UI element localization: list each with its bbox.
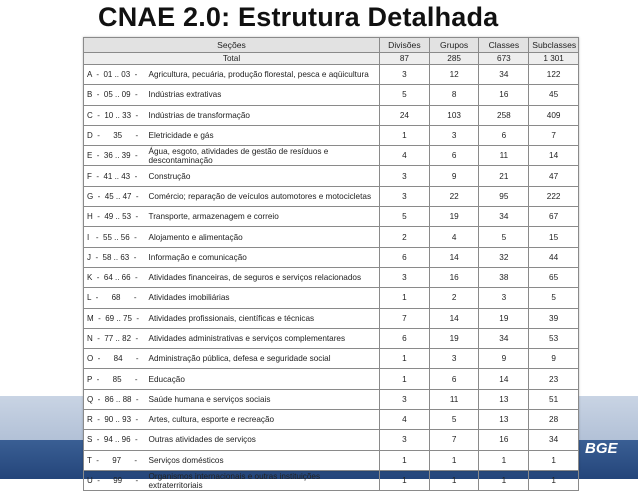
header-divisoes: Divisões <box>380 38 430 53</box>
section-description: Atividades administrativas e serviços complementares <box>146 328 380 348</box>
slide-title: CNAE 2.0: Estrutura Detalhada <box>98 2 499 32</box>
classes-count: 1 <box>479 450 529 470</box>
classes-count: 34 <box>479 207 529 227</box>
table-row <box>84 328 579 348</box>
total-classes: 673 <box>479 53 529 65</box>
header-secoes: Seções <box>84 38 380 53</box>
subclasses-count: 15 <box>529 227 579 247</box>
divisoes-count: 3 <box>380 186 430 206</box>
subclasses-count: 53 <box>529 328 579 348</box>
classes-count: 5 <box>479 227 529 247</box>
grupos-count: 6 <box>429 146 479 166</box>
cnae-table <box>83 37 579 491</box>
divisoes-count: 1 <box>380 450 430 470</box>
table-row <box>84 247 579 267</box>
section-code: D - 35 - <box>84 125 146 145</box>
table-row <box>84 186 579 206</box>
cnae-table-panel <box>83 37 579 490</box>
divisoes-count: 1 <box>380 349 430 369</box>
table-row <box>84 166 579 186</box>
subclasses-count: 51 <box>529 389 579 409</box>
divisoes-count: 24 <box>380 105 430 125</box>
table-row <box>84 430 579 450</box>
divisoes-count: 4 <box>380 146 430 166</box>
grupos-count: 8 <box>429 85 479 105</box>
grupos-count: 103 <box>429 105 479 125</box>
section-description: Alojamento e alimentação <box>146 227 380 247</box>
total-row <box>84 53 579 65</box>
classes-count: 38 <box>479 267 529 287</box>
classes-count: 6 <box>479 125 529 145</box>
grupos-count: 4 <box>429 227 479 247</box>
subclasses-count: 409 <box>529 105 579 125</box>
section-description: Serviços domésticos <box>146 450 380 470</box>
classes-count: 9 <box>479 349 529 369</box>
subclasses-count: 39 <box>529 308 579 328</box>
table-row <box>84 227 579 247</box>
section-code: G - 45 .. 47 - <box>84 186 146 206</box>
total-label: Total <box>84 53 380 65</box>
section-description: Indústrias de transformação <box>146 105 380 125</box>
total-divisoes: 87 <box>380 53 430 65</box>
section-description: Outras atividades de serviços <box>146 430 380 450</box>
section-code: I - 55 .. 56 - <box>84 227 146 247</box>
divisoes-count: 5 <box>380 207 430 227</box>
subclasses-count: 45 <box>529 85 579 105</box>
table-row <box>84 349 579 369</box>
subclasses-count: 5 <box>529 288 579 308</box>
grupos-count: 1 <box>429 450 479 470</box>
section-code: L - 68 - <box>84 288 146 308</box>
classes-count: 19 <box>479 308 529 328</box>
table-row <box>84 85 579 105</box>
grupos-count: 9 <box>429 166 479 186</box>
section-description: Educação <box>146 369 380 389</box>
header-subclasses: Subclasses <box>529 38 579 53</box>
section-code: F - 41 .. 43 - <box>84 166 146 186</box>
table-row <box>84 308 579 328</box>
section-description: Administração pública, defesa e seguridade social <box>146 349 380 369</box>
grupos-count: 19 <box>429 328 479 348</box>
subclasses-count: 65 <box>529 267 579 287</box>
grupos-count: 1 <box>429 470 479 490</box>
section-description: Comércio; reparação de veículos automotores e motocicletas <box>146 186 380 206</box>
subclasses-count: 14 <box>529 146 579 166</box>
section-description: Artes, cultura, esporte e recreação <box>146 410 380 430</box>
divisoes-count: 2 <box>380 227 430 247</box>
divisoes-count: 3 <box>380 430 430 450</box>
classes-count: 21 <box>479 166 529 186</box>
section-code: O - 84 - <box>84 349 146 369</box>
section-description: Eletricidade e gás <box>146 125 380 145</box>
classes-count: 11 <box>479 146 529 166</box>
section-description: Atividades financeiras, de seguros e serviços relacionados <box>146 267 380 287</box>
subclasses-count: 23 <box>529 369 579 389</box>
subclasses-count: 7 <box>529 125 579 145</box>
table-header-row <box>84 38 579 53</box>
section-description: Organismos internacionais e outras instituições extraterritoriais <box>146 470 380 490</box>
section-code: S - 94 .. 96 - <box>84 430 146 450</box>
divisoes-count: 7 <box>380 308 430 328</box>
grupos-count: 14 <box>429 247 479 267</box>
section-code: U - 99 - <box>84 470 146 490</box>
subclasses-count: 28 <box>529 410 579 430</box>
divisoes-count: 3 <box>380 389 430 409</box>
total-subclasses: 1 301 <box>529 53 579 65</box>
subclasses-count: 1 <box>529 470 579 490</box>
classes-count: 34 <box>479 328 529 348</box>
table-row <box>84 288 579 308</box>
divisoes-count: 6 <box>380 328 430 348</box>
classes-count: 13 <box>479 410 529 430</box>
section-code: K - 64 .. 66 - <box>84 267 146 287</box>
table-row <box>84 470 579 490</box>
subclasses-count: 44 <box>529 247 579 267</box>
divisoes-count: 4 <box>380 410 430 430</box>
divisoes-count: 3 <box>380 267 430 287</box>
subclasses-count: 9 <box>529 349 579 369</box>
divisoes-count: 3 <box>380 65 430 85</box>
table-row <box>84 267 579 287</box>
table-row <box>84 389 579 409</box>
table-row <box>84 207 579 227</box>
header-classes: Classes <box>479 38 529 53</box>
grupos-count: 19 <box>429 207 479 227</box>
section-code: E - 36 .. 39 - <box>84 146 146 166</box>
classes-count: 13 <box>479 389 529 409</box>
ibge-logo: BGE <box>585 440 618 457</box>
grupos-count: 12 <box>429 65 479 85</box>
section-description: Informação e comunicação <box>146 247 380 267</box>
grupos-count: 11 <box>429 389 479 409</box>
section-code: B - 05 .. 09 - <box>84 85 146 105</box>
subclasses-count: 47 <box>529 166 579 186</box>
section-description: Água, esgoto, atividades de gestão de resíduos e descontaminação <box>146 146 380 166</box>
section-code: N - 77 .. 82 - <box>84 328 146 348</box>
section-description: Construção <box>146 166 380 186</box>
subclasses-count: 67 <box>529 207 579 227</box>
grupos-count: 5 <box>429 410 479 430</box>
section-code: H - 49 .. 53 - <box>84 207 146 227</box>
subclasses-count: 1 <box>529 450 579 470</box>
classes-count: 16 <box>479 430 529 450</box>
grupos-count: 3 <box>429 125 479 145</box>
section-description: Atividades profissionais, científicas e técnicas <box>146 308 380 328</box>
divisoes-count: 5 <box>380 85 430 105</box>
table-row <box>84 105 579 125</box>
classes-count: 16 <box>479 85 529 105</box>
divisoes-count: 1 <box>380 369 430 389</box>
subclasses-count: 34 <box>529 430 579 450</box>
table-row <box>84 369 579 389</box>
divisoes-count: 3 <box>380 166 430 186</box>
subclasses-count: 222 <box>529 186 579 206</box>
divisoes-count: 6 <box>380 247 430 267</box>
grupos-count: 2 <box>429 288 479 308</box>
section-description: Saúde humana e serviços sociais <box>146 389 380 409</box>
grupos-count: 6 <box>429 369 479 389</box>
section-code: A - 01 .. 03 - <box>84 65 146 85</box>
subclasses-count: 122 <box>529 65 579 85</box>
classes-count: 32 <box>479 247 529 267</box>
grupos-count: 14 <box>429 308 479 328</box>
classes-count: 95 <box>479 186 529 206</box>
header-grupos: Grupos <box>429 38 479 53</box>
section-description: Atividades imobiliárias <box>146 288 380 308</box>
classes-count: 14 <box>479 369 529 389</box>
grupos-count: 7 <box>429 430 479 450</box>
table-row <box>84 410 579 430</box>
section-description: Indústrias extrativas <box>146 85 380 105</box>
table-row <box>84 125 579 145</box>
classes-count: 258 <box>479 105 529 125</box>
section-code: M - 69 .. 75 - <box>84 308 146 328</box>
classes-count: 34 <box>479 65 529 85</box>
grupos-count: 22 <box>429 186 479 206</box>
table-row <box>84 65 579 85</box>
divisoes-count: 1 <box>380 125 430 145</box>
divisoes-count: 1 <box>380 470 430 490</box>
section-code: J - 58 .. 63 - <box>84 247 146 267</box>
classes-count: 3 <box>479 288 529 308</box>
section-description: Agricultura, pecuária, produção florestal, pesca e aqüicultura <box>146 65 380 85</box>
section-code: Q - 86 .. 88 - <box>84 389 146 409</box>
section-code: C - 10 .. 33 - <box>84 105 146 125</box>
section-code: P - 85 - <box>84 369 146 389</box>
total-grupos: 285 <box>429 53 479 65</box>
section-code: T - 97 - <box>84 450 146 470</box>
section-description: Transporte, armazenagem e correio <box>146 207 380 227</box>
grupos-count: 16 <box>429 267 479 287</box>
section-code: R - 90 .. 93 - <box>84 410 146 430</box>
grupos-count: 3 <box>429 349 479 369</box>
classes-count: 1 <box>479 470 529 490</box>
divisoes-count: 1 <box>380 288 430 308</box>
table-row <box>84 450 579 470</box>
table-row <box>84 146 579 166</box>
